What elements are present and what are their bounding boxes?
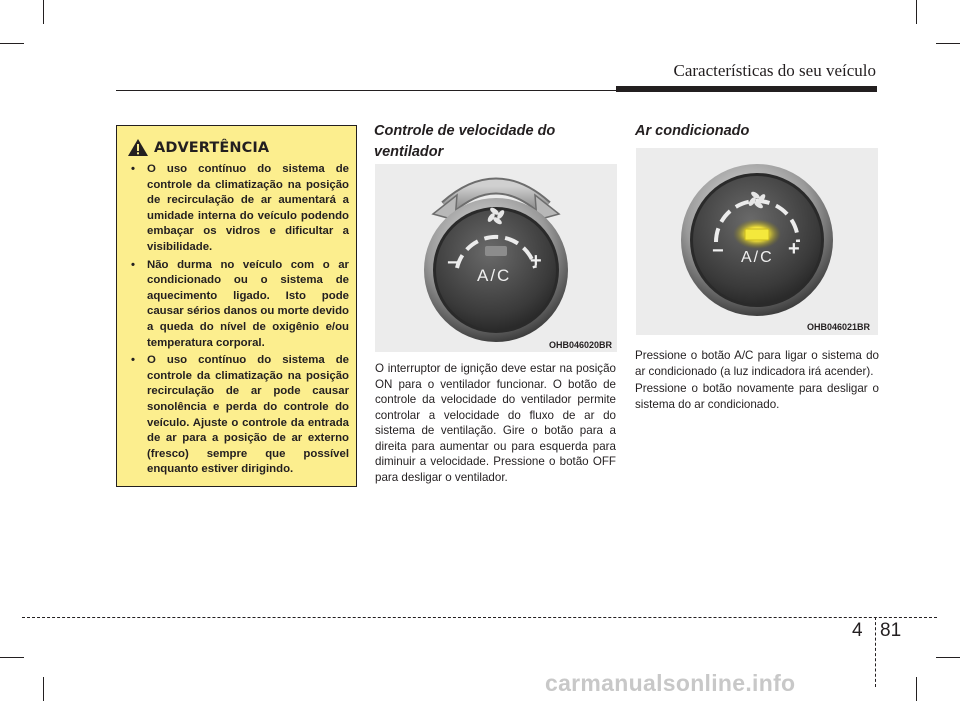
fan-photo-code: OHB046020BR bbox=[549, 340, 613, 350]
ac-knob-minus-label: − bbox=[712, 240, 724, 262]
ac-section-title: Ar condicionado bbox=[635, 123, 750, 139]
crop-mark bbox=[0, 657, 24, 658]
watermark: carmanualsonline.info bbox=[545, 670, 796, 696]
ac-knob-illustration bbox=[636, 148, 878, 335]
fan-knob-minus-label: − bbox=[447, 252, 459, 274]
fan-section-text: O interruptor de ignição deve estar na posição ON para o ventilador funcionar. O botão de controle da velocidade do ventilador permite controlar a velocidade do fluxo de ar do sistema de ventilação. Gire o botão para a direita para aumentar ou para esquerda para diminuir a velocidade. Pressione o botão OFF para desligar o ventilador. bbox=[375, 362, 616, 484]
warning-header bbox=[127, 138, 269, 157]
fan-knob-ac-label: A/C bbox=[477, 266, 512, 285]
crop-mark bbox=[936, 657, 960, 658]
page-number-separator bbox=[875, 617, 876, 687]
warning-box bbox=[116, 125, 357, 487]
ac-section-paragraph: Pressione o botão A/C para ligar o sistema do ar condicionado (a luz indicadora irá acender). bbox=[635, 349, 879, 378]
crop-mark bbox=[43, 677, 44, 701]
crop-mark bbox=[916, 677, 917, 701]
fan-section-title: Controle de velocidade do ventilador bbox=[374, 123, 556, 160]
warning-item: • O uso contínuo do sistema de controle da climatização na posição de recirculação de ar aumentará a umidade interna do veículo podendo embaçar os vidros e dificultar a visibilidade. bbox=[131, 163, 349, 253]
fan-knob-illustration bbox=[375, 164, 617, 352]
crop-mark bbox=[43, 0, 44, 24]
ac-control-photo bbox=[636, 148, 878, 335]
crop-mark bbox=[916, 0, 917, 24]
warning-item: • Não durma no veículo com o ar condicionado ou o sistema de aquecimento ligado. Isto pode causar sérios danos ou morte devido a queda do nível de oxigênio e/ou temperatura corporal. bbox=[131, 258, 349, 349]
bullet-icon: • bbox=[131, 163, 135, 175]
chapter-number: 4 bbox=[852, 620, 863, 641]
crop-mark bbox=[936, 43, 960, 44]
footer-rule bbox=[22, 617, 937, 618]
crop-mark bbox=[0, 43, 24, 44]
warning-title: ADVERTÊNCIA bbox=[154, 139, 270, 156]
warning-triangle-icon bbox=[127, 138, 149, 157]
header-bar bbox=[616, 86, 877, 92]
header-rule bbox=[116, 90, 616, 91]
ac-photo-code: OHB046021BR bbox=[807, 322, 871, 332]
warning-list bbox=[125, 162, 349, 480]
ac-section-paragraph: Pressione o botão novamente para desligar o sistema do ar condicionado. bbox=[635, 382, 879, 411]
page-number: 81 bbox=[880, 620, 902, 641]
bullet-icon: • bbox=[131, 258, 135, 271]
page-header-title: Características do seu veículo bbox=[673, 61, 876, 80]
ac-knob-ac-label: A/C bbox=[741, 249, 774, 266]
warning-item: • O uso contínuo do sistema de controle da climatização na posição recirculação de ar pode causar sonolência e perda do controle do veículo. Ajuste o controle da entrada de ar para a posição de ar externo (fresco) sempre que possível enquanto estiver dirigindo. bbox=[131, 354, 349, 476]
bullet-icon: • bbox=[131, 354, 135, 367]
fan-control-photo bbox=[375, 164, 617, 352]
fan-knob-plus-label: + bbox=[530, 250, 542, 272]
ac-knob-plus-label: + bbox=[788, 238, 800, 260]
